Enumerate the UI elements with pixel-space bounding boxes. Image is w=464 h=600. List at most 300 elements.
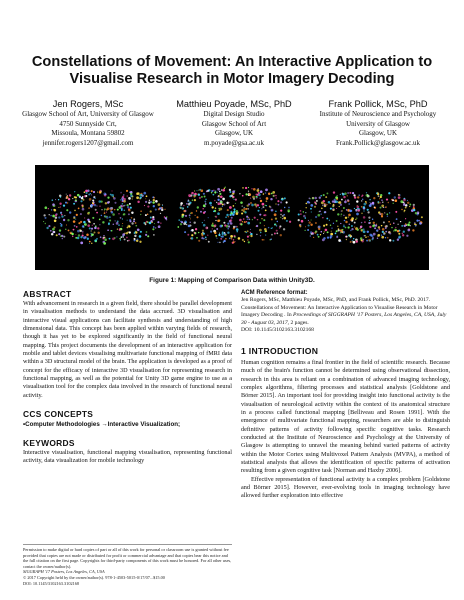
point-cloud-dot: [84, 217, 85, 218]
left-column: [23, 289, 232, 466]
point-cloud-dot: [229, 206, 232, 209]
point-cloud-dot: [349, 223, 351, 225]
point-cloud-dot: [118, 224, 120, 226]
point-cloud-dot: [140, 231, 142, 233]
point-cloud-dot: [160, 213, 161, 214]
point-cloud-dot: [199, 197, 201, 199]
point-cloud-dot: [387, 215, 388, 216]
point-cloud-dot: [207, 235, 208, 236]
point-cloud-dot: [341, 213, 343, 215]
point-cloud-dot: [216, 228, 218, 230]
point-cloud-dot: [133, 218, 135, 220]
point-cloud-dot: [316, 231, 317, 232]
point-cloud-dot: [93, 191, 95, 193]
point-cloud-dot: [367, 236, 368, 237]
point-cloud-dot: [407, 229, 410, 232]
point-cloud-dot: [275, 217, 277, 219]
point-cloud-dot: [113, 223, 115, 225]
point-cloud-dot: [198, 194, 200, 196]
point-cloud-dot: [188, 200, 189, 201]
point-cloud-dot: [187, 206, 189, 208]
point-cloud-dot: [350, 230, 352, 232]
point-cloud-dot: [183, 222, 186, 225]
point-cloud-dot: [229, 191, 231, 193]
doi-line: DOI: 10.1145/3102163.3102168: [23, 580, 80, 586]
point-cloud-dot: [384, 212, 385, 213]
point-cloud-dot: [104, 208, 106, 210]
point-cloud-dot: [327, 236, 329, 238]
point-cloud-dot: [361, 212, 363, 214]
point-cloud-dot: [147, 221, 149, 223]
point-cloud-dot: [248, 217, 249, 218]
point-cloud-dot: [211, 192, 212, 193]
point-cloud-dot: [319, 197, 321, 199]
point-cloud-dot: [224, 188, 225, 189]
point-cloud-dot: [369, 204, 372, 207]
point-cloud-dot: [140, 196, 142, 198]
point-cloud-dot: [245, 193, 247, 195]
point-cloud-dot: [213, 190, 214, 191]
point-cloud-dot: [150, 210, 152, 212]
point-cloud-dot: [91, 236, 92, 237]
point-cloud-dot: [242, 187, 244, 189]
point-cloud-dot: [305, 212, 306, 213]
point-cloud-dot: [413, 204, 415, 206]
point-cloud-dot: [153, 205, 155, 207]
point-cloud-dot: [265, 205, 266, 206]
point-cloud-dot: [119, 238, 120, 239]
point-cloud-dot: [78, 222, 80, 224]
keywords-text: Interactive visualisation, functional mapping visualisation, representing functional activity, data visualization for mobile technology: [23, 449, 232, 465]
point-cloud-dot: [266, 205, 267, 206]
author-affiliation: Institute of Neuroscience and Psychology: [319, 110, 437, 118]
point-cloud-dot: [80, 221, 82, 223]
point-cloud-dot: [398, 196, 401, 199]
keywords-heading: KEYWORDS: [23, 438, 75, 449]
point-cloud-dot: [97, 192, 98, 193]
point-cloud-dot: [409, 206, 410, 207]
point-cloud-dot: [82, 208, 85, 211]
point-cloud-dot: [242, 239, 244, 241]
point-cloud-dot: [334, 199, 336, 201]
point-cloud-dot: [103, 242, 106, 245]
point-cloud-dot: [350, 241, 351, 242]
point-cloud-dot: [407, 202, 409, 204]
point-cloud-dot: [370, 222, 371, 223]
point-cloud-dot: [381, 225, 383, 227]
point-cloud-dot: [73, 217, 75, 219]
point-cloud-dot: [244, 231, 246, 233]
introduction-heading: 1 INTRODUCTION: [241, 345, 319, 356]
point-cloud-dot: [378, 211, 380, 213]
point-cloud-dot: [203, 193, 205, 195]
point-cloud-dot: [342, 229, 344, 231]
point-cloud-dot: [388, 231, 390, 233]
point-cloud-dot: [222, 206, 223, 207]
point-cloud-dot: [63, 236, 65, 238]
point-cloud-dot: [405, 204, 408, 207]
point-cloud-dot: [151, 222, 152, 223]
point-cloud-dot: [314, 206, 316, 208]
point-cloud-dot: [280, 234, 282, 236]
point-cloud-dot: [330, 235, 333, 238]
point-cloud-dot: [364, 203, 367, 206]
point-cloud-dot: [380, 207, 382, 209]
point-cloud-dot: [123, 214, 124, 215]
point-cloud-dot: [275, 195, 277, 197]
point-cloud-dot: [327, 231, 329, 233]
point-cloud-dot: [288, 210, 290, 212]
point-cloud-dot: [86, 234, 89, 237]
point-cloud-dot: [321, 214, 322, 215]
author-affiliation: Glasgow School of Art, University of Glasgow: [22, 110, 154, 118]
point-cloud-dot: [91, 233, 94, 236]
point-cloud-dot: [153, 226, 155, 228]
point-cloud-dot: [111, 211, 114, 214]
point-cloud-dot: [283, 214, 285, 216]
point-cloud-dot: [354, 196, 356, 198]
point-cloud-dot: [403, 204, 405, 206]
point-cloud-dot: [212, 228, 213, 229]
point-cloud-dot: [109, 219, 111, 221]
point-cloud-dot: [250, 232, 251, 233]
point-cloud-dot: [323, 237, 325, 239]
point-cloud-dot: [223, 242, 224, 243]
point-cloud-dot: [78, 234, 80, 236]
point-cloud-dot: [402, 201, 404, 203]
point-cloud-dot: [204, 211, 206, 213]
point-cloud-dot: [231, 238, 233, 240]
point-cloud-dot: [240, 201, 243, 204]
point-cloud-dot: [120, 217, 122, 219]
point-cloud-dot: [201, 189, 204, 192]
point-cloud-dot: [417, 211, 420, 214]
point-cloud-dot: [409, 204, 411, 206]
point-cloud-dot: [322, 217, 323, 218]
point-cloud-dot: [152, 228, 154, 230]
point-cloud-dot: [230, 235, 233, 238]
point-cloud-dot: [340, 194, 341, 195]
point-cloud-dot: [188, 203, 191, 206]
point-cloud-dot: [301, 220, 304, 223]
point-cloud-dot: [238, 237, 241, 240]
point-cloud-dot: [224, 232, 225, 233]
point-cloud-dot: [113, 197, 116, 200]
point-cloud-dot: [113, 196, 114, 197]
point-cloud-dot: [308, 224, 310, 226]
point-cloud-dot: [194, 199, 196, 201]
point-cloud-dot: [102, 238, 104, 240]
point-cloud-dot: [185, 215, 187, 217]
point-cloud-dot: [99, 206, 100, 207]
point-cloud-dot: [219, 193, 221, 195]
point-cloud-dot: [222, 203, 224, 205]
point-cloud-dot: [180, 202, 183, 205]
point-cloud-dot: [80, 230, 82, 232]
point-cloud-dot: [80, 236, 82, 238]
point-cloud-dot: [112, 213, 115, 216]
point-cloud-dot: [204, 220, 205, 221]
point-cloud-dot: [140, 214, 141, 215]
point-cloud-dot: [75, 234, 76, 235]
point-cloud-dot: [253, 198, 255, 200]
ccs-heading: CCS CONCEPTS: [23, 409, 94, 420]
point-cloud-dot: [94, 232, 96, 234]
point-cloud-dot: [104, 238, 107, 241]
point-cloud-dot: [206, 227, 208, 229]
point-cloud-dot: [315, 203, 317, 205]
point-cloud-dot: [74, 196, 76, 198]
point-cloud-dot: [59, 203, 61, 205]
point-cloud-dot: [205, 199, 206, 200]
author-affiliation: University of Glasgow: [346, 119, 410, 128]
point-cloud-dot: [87, 238, 89, 240]
point-cloud-dot: [183, 215, 184, 216]
point-cloud-dot: [329, 220, 330, 221]
point-cloud-dot: [53, 209, 55, 211]
point-cloud-dot: [242, 221, 243, 222]
point-cloud-dot: [233, 205, 235, 207]
reference-authors: Jen Rogers, MSc, Matthieu Poyade, MSc, PhD, and Frank Pollick, MSc, PhD. 2017. Constellations of Movement: An Interactive Application to Visualise Research in Motor Imagery Decoding . In: [241, 297, 438, 319]
point-cloud-dot: [353, 238, 354, 239]
point-cloud-dot: [197, 206, 199, 208]
point-cloud-dot: [114, 202, 116, 204]
reference-format: [241, 297, 450, 335]
point-cloud-dot: [128, 213, 130, 215]
point-cloud-dot: [288, 207, 290, 209]
point-cloud-dot: [213, 194, 215, 196]
point-cloud-dot: [63, 219, 65, 221]
point-cloud-dot: [80, 242, 83, 245]
point-cloud-dot: [155, 227, 157, 229]
point-cloud-dot: [356, 217, 357, 218]
point-cloud-dot: [321, 201, 324, 204]
point-cloud-dot: [106, 212, 107, 213]
point-cloud-dot: [198, 232, 199, 233]
point-cloud-dot: [375, 224, 377, 226]
point-cloud-dot: [153, 218, 155, 220]
point-cloud-dot: [69, 194, 71, 196]
point-cloud-dot: [126, 190, 128, 192]
point-cloud-dot: [217, 188, 220, 191]
point-cloud-dot: [111, 190, 112, 191]
point-cloud-dot: [383, 233, 385, 235]
point-cloud-dot: [330, 224, 331, 225]
point-cloud-dot: [90, 206, 92, 208]
point-cloud-dot: [149, 200, 150, 201]
point-cloud-dot: [72, 198, 73, 199]
point-cloud-dot: [270, 238, 271, 239]
point-cloud-dot: [310, 235, 311, 236]
point-cloud-dot: [371, 235, 374, 238]
point-cloud-dot: [210, 231, 212, 233]
point-cloud-dot: [407, 200, 408, 201]
point-cloud-dot: [122, 200, 123, 201]
point-cloud-dot: [381, 236, 384, 239]
point-cloud-dot: [354, 222, 356, 224]
point-cloud-dot: [323, 194, 325, 196]
point-cloud-dot: [326, 192, 328, 194]
point-cloud-dot: [58, 233, 60, 235]
point-cloud-dot: [215, 235, 217, 237]
point-cloud-dot: [333, 191, 335, 193]
point-cloud-dot: [318, 226, 321, 229]
point-cloud-dot: [61, 215, 63, 217]
point-cloud-dot: [58, 199, 59, 200]
point-cloud-dot: [403, 231, 405, 233]
point-cloud-dot: [303, 215, 306, 218]
point-cloud-dot: [259, 207, 260, 208]
point-cloud-dot: [158, 203, 161, 206]
point-cloud-dot: [158, 225, 161, 228]
point-cloud-dot: [333, 204, 335, 206]
point-cloud-dot: [180, 207, 181, 208]
point-cloud-dot: [127, 227, 129, 229]
point-cloud-dot: [354, 226, 355, 227]
point-cloud-dot: [256, 225, 258, 227]
point-cloud-dot: [184, 231, 186, 233]
point-cloud-dot: [366, 194, 368, 196]
point-cloud-dot: [58, 207, 59, 208]
point-cloud-dot: [377, 192, 378, 193]
point-cloud-dot: [65, 229, 66, 230]
point-cloud-dot: [68, 229, 70, 231]
reference-proceedings: Proceedings of SIGGRAPH '17 Posters, Los Angeles, CA, USA, July 30 - August 03, 2017,: [241, 312, 447, 326]
point-cloud-dot: [398, 235, 401, 238]
point-cloud-dot: [361, 206, 363, 208]
point-cloud-dot: [265, 192, 267, 194]
point-cloud-dot: [180, 221, 182, 223]
point-cloud-dot: [131, 211, 133, 213]
point-cloud-dot: [272, 227, 273, 228]
point-cloud-dot: [314, 197, 317, 200]
point-cloud-dot: [391, 227, 392, 228]
point-cloud-dot: [75, 199, 77, 201]
point-cloud-dot: [331, 227, 333, 229]
point-cloud-dot: [349, 192, 351, 194]
paper-title: Constellations of Movement: An Interactive Application to Visualise Research in Motor Imagery Decoding: [31, 54, 433, 87]
point-cloud-dot: [263, 193, 265, 195]
point-cloud-dot: [162, 205, 163, 206]
point-cloud-dot: [43, 214, 45, 216]
point-cloud-dot: [145, 198, 146, 199]
point-cloud-dot: [298, 219, 300, 221]
point-cloud-dot: [112, 237, 115, 240]
point-cloud-dot: [147, 213, 149, 215]
point-cloud-dot: [99, 219, 101, 221]
point-cloud-dot: [97, 232, 99, 234]
point-cloud-dot: [137, 239, 139, 241]
point-cloud-dot: [120, 199, 121, 200]
point-cloud-dot: [75, 237, 77, 239]
point-cloud-dot: [44, 217, 46, 219]
point-cloud-dot: [343, 225, 345, 227]
point-cloud-dot: [227, 228, 229, 230]
point-cloud-dot: [178, 219, 179, 220]
point-cloud-dot: [117, 209, 119, 211]
point-cloud-dot: [137, 201, 139, 203]
point-cloud-dot: [348, 214, 351, 217]
point-cloud-dot: [49, 214, 50, 215]
point-cloud-dot: [116, 236, 117, 237]
introduction-paragraph-1: Human cognition remains a final frontier in the field of scientific research. Because much of the brain's function cannot be determined using observational dissection, research in this area is reliant on a combination of advanced imaging technology, complex algorithms, filtering processes and statistical analysis [Goldstone and Börner 2015]. An important tool for providing insight into functional activity is the visualisation of neurological activity within the context of its anatomical structure in a process called functional mapping [Belliveau and Rosen 1991]. With the emergence of multivariate functional mapping, researchers are able to distinguish definitive patterns of activity following specific cognitive tasks. Research conducted at the Institute of Neuroscience and Psychology at the University of Glasgow is attempting to unravel the meaning behind varied patterns of activity within the Motor Cortex using Multivoxel Pattern Analysis (MVPA), a method of statistical analysis that allows the identification of specific patterns of activation resulting from a given cognitive task [Norman and Haxby 2006].: [241, 358, 450, 475]
point-cloud-dot: [52, 203, 55, 206]
point-cloud-dot: [92, 225, 93, 226]
figure-caption: Figure 1: Mapping of Comparison Data within Unity3D.: [149, 277, 315, 284]
point-cloud-dot: [418, 220, 420, 222]
point-cloud-dot: [300, 210, 302, 212]
point-cloud-dot: [254, 217, 256, 219]
point-cloud-dot: [232, 190, 235, 193]
point-cloud-dot: [160, 207, 163, 210]
point-cloud-dot: [66, 224, 67, 225]
point-cloud-dot: [74, 210, 76, 212]
point-cloud-dot: [348, 234, 350, 236]
point-cloud-dot: [191, 234, 193, 236]
point-cloud-dot: [369, 240, 371, 242]
point-cloud-dot: [242, 195, 244, 197]
point-cloud-dot: [344, 192, 347, 195]
point-cloud-dot: [219, 242, 221, 244]
point-cloud-dot: [101, 215, 103, 217]
point-cloud-dot: [304, 230, 305, 231]
point-cloud-dot: [373, 233, 376, 236]
point-cloud-dot: [88, 221, 90, 223]
point-cloud-dot: [157, 221, 159, 223]
point-cloud-dot: [367, 211, 369, 213]
point-cloud-dot: [77, 194, 80, 197]
point-cloud-dot: [243, 218, 245, 220]
point-cloud-dot: [262, 203, 265, 206]
point-cloud-dot: [194, 190, 195, 191]
point-cloud-dot: [392, 240, 394, 242]
point-cloud-dot: [345, 227, 347, 229]
point-cloud-dot: [48, 225, 50, 227]
point-cloud-dot: [145, 214, 147, 216]
point-cloud-dot: [235, 203, 236, 204]
point-cloud-dot: [134, 235, 136, 237]
author-email: m.poyade@gsa.ac.uk: [204, 138, 264, 147]
point-cloud-dot: [138, 193, 139, 194]
abstract-text: With advancement in research in a given field, there should be parallel development in visualisation methods to understand the data accrued. 3D visualisation and interactive visual applications can facilitate synthesis and understanding of high dimensional data. This concept has been applied within varying fields of research, though it has yet to be explored significantly in the field of functional neural mapping. This project documents the development of an interactive application for mobile and tablet devices visualising multivariate functional mapping of fMRI data within a 3D structural model of the brain. The application is developed as a proof of concept for the efficacy of interactive 3D visualisation for representing research in functional mapping, as well as the potential for Unity 3D game engine to use as a visualisation tool for the complex data involved in the research of functional neural activity.: [23, 300, 232, 399]
point-cloud-dot: [177, 226, 179, 228]
author-3: [308, 99, 448, 148]
point-cloud-dot: [283, 217, 286, 220]
reference-pages: 2 pages.: [289, 319, 309, 326]
point-cloud-dot: [336, 220, 338, 222]
point-cloud-dot: [74, 225, 76, 227]
point-cloud-dot: [283, 228, 285, 230]
point-cloud-dot: [121, 197, 124, 200]
point-cloud-dot: [104, 212, 106, 214]
point-cloud-dot: [338, 228, 340, 230]
point-cloud-dot: [381, 235, 382, 236]
point-cloud-dot: [376, 229, 378, 231]
point-cloud-dot: [364, 221, 366, 223]
point-cloud-dot: [224, 224, 226, 226]
point-cloud-dot: [271, 234, 273, 236]
point-cloud-dot: [336, 230, 338, 232]
point-cloud-dot: [233, 211, 235, 213]
point-cloud-dot: [261, 218, 262, 219]
point-cloud-dot: [54, 220, 57, 223]
point-cloud-dot: [103, 193, 106, 196]
point-cloud-dot: [143, 192, 146, 195]
point-cloud-dot: [120, 205, 122, 207]
point-cloud-dot: [400, 221, 401, 222]
point-cloud-dot: [321, 231, 323, 233]
point-cloud-dot: [122, 223, 123, 224]
